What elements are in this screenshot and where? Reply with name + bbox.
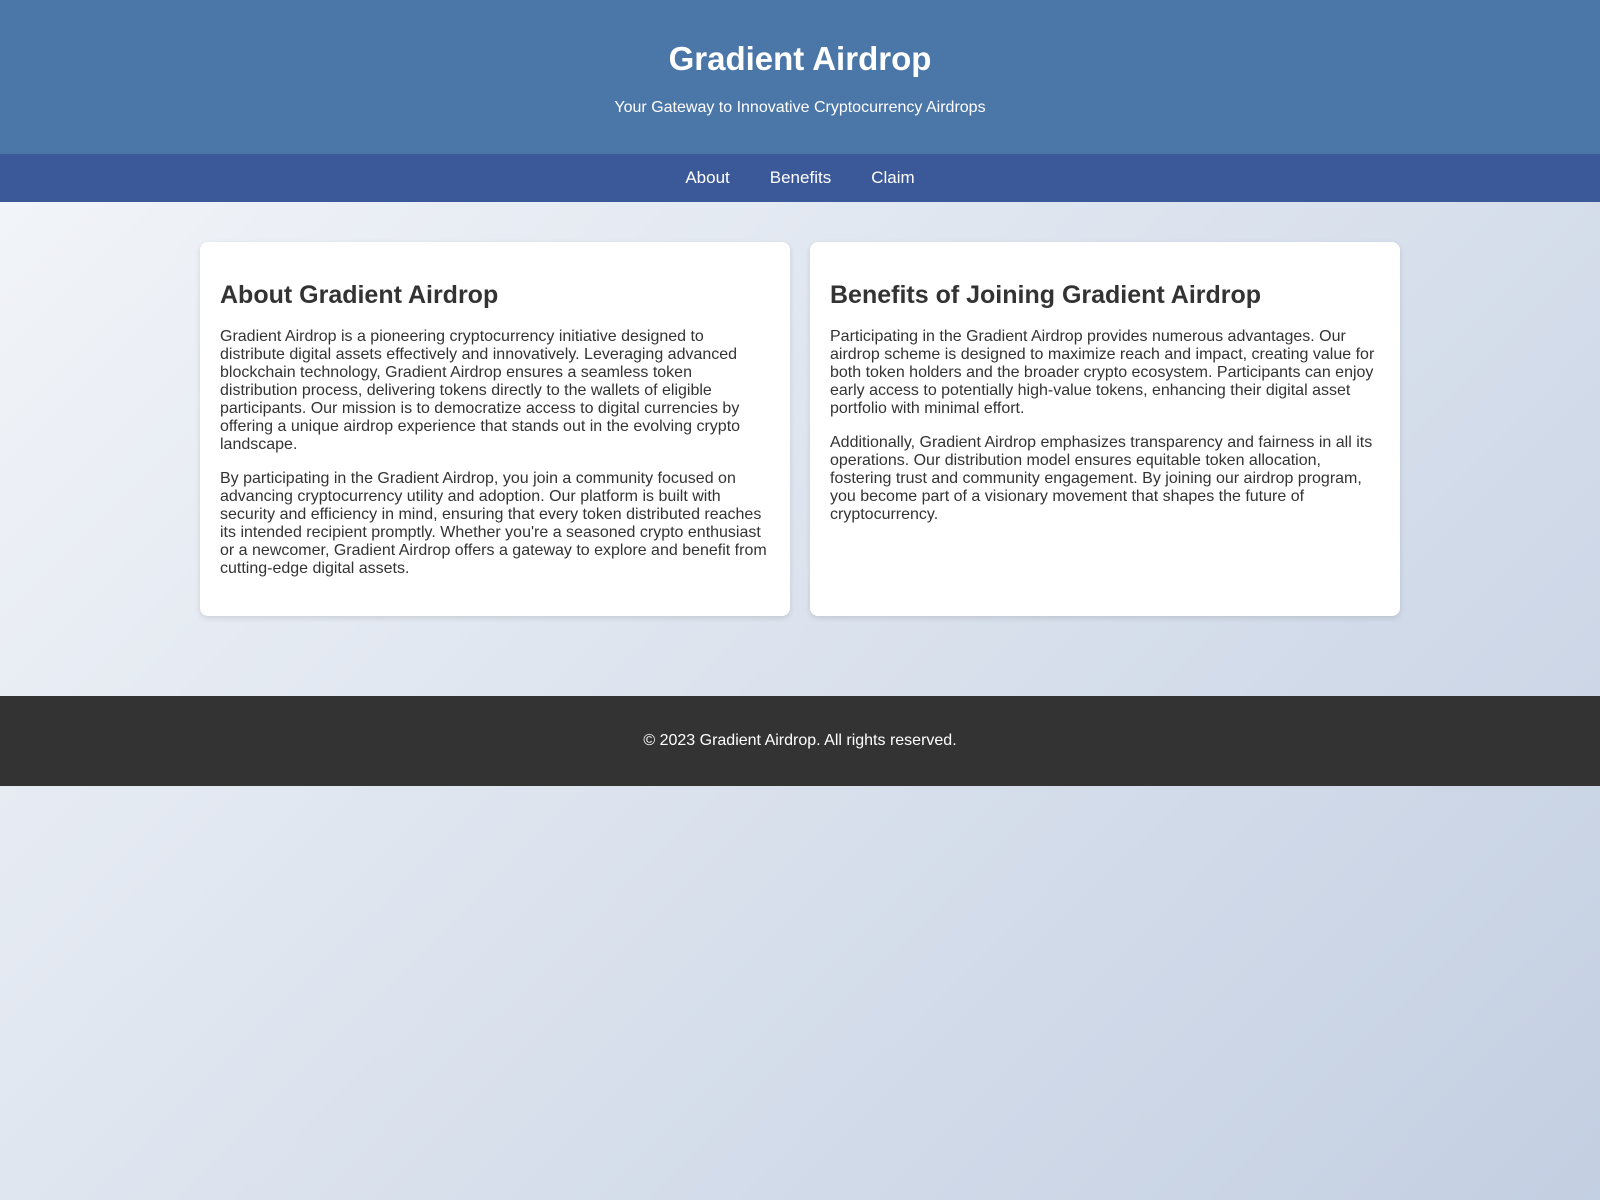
- nav-link-benefits[interactable]: Benefits: [769, 168, 832, 187]
- nav-link-claim[interactable]: Claim: [871, 168, 915, 187]
- about-card: [200, 242, 790, 616]
- main-content: [200, 242, 1400, 616]
- site-title: Gradient Airdrop: [668, 40, 932, 77]
- site-header: [0, 0, 1600, 154]
- about-paragraph-1: Gradient Airdrop is a pioneering cryptocurrency initiative designed to distribute digital assets effectively and innovatively. Leveraging advanced blockchain technology, Gradient Airdrop ensures a seamless token distribution process, delivering tokens directly to the wallets of eligible participants. Our mission is to democratize access to digital currencies by offering a unique airdrop experience that stands out in the evolving crypto landscape.: [220, 328, 741, 453]
- copyright-text: © 2023 Gradient Airdrop. All rights reserved.: [643, 732, 957, 749]
- about-heading: About Gradient Airdrop: [220, 281, 499, 309]
- benefits-paragraph-2: Additionally, Gradient Airdrop emphasizes transparency and fairness in all its operations. Our distribution model ensures equitable token allocation, fostering trust and community engagement. By joining our airdrop program, you become part of a visionary movement that shapes the future of cryptocurrency.: [830, 434, 1373, 523]
- benefits-paragraph-1: Participating in the Gradient Airdrop provides numerous advantages. Our airdrop scheme is designed to maximize reach and impact, creating value for both token holders and the broader crypto ecosystem. Participants can enjoy early access to potentially high-value tokens, enhancing their digital asset portfolio with minimal effort.: [830, 328, 1375, 417]
- about-paragraph-2: By participating in the Gradient Airdrop, you join a community focused on advancing cryptocurrency utility and adoption. Our platform is built with security and efficiency in mind, ensuring that every token distributed reaches its intended recipient promptly. Whether you're a seasoned crypto enthusiast or a newcomer, Gradient Airdrop offers a gateway to explore and benefit from cutting-edge digital assets.: [220, 470, 767, 577]
- site-footer: [0, 696, 1600, 786]
- nav-link-about[interactable]: About: [685, 168, 730, 187]
- benefits-heading: Benefits of Joining Gradient Airdrop: [830, 281, 1262, 309]
- main-nav: [0, 154, 1600, 202]
- benefits-card: [810, 242, 1400, 616]
- site-tagline: Your Gateway to Innovative Cryptocurrency Airdrops: [614, 99, 986, 116]
